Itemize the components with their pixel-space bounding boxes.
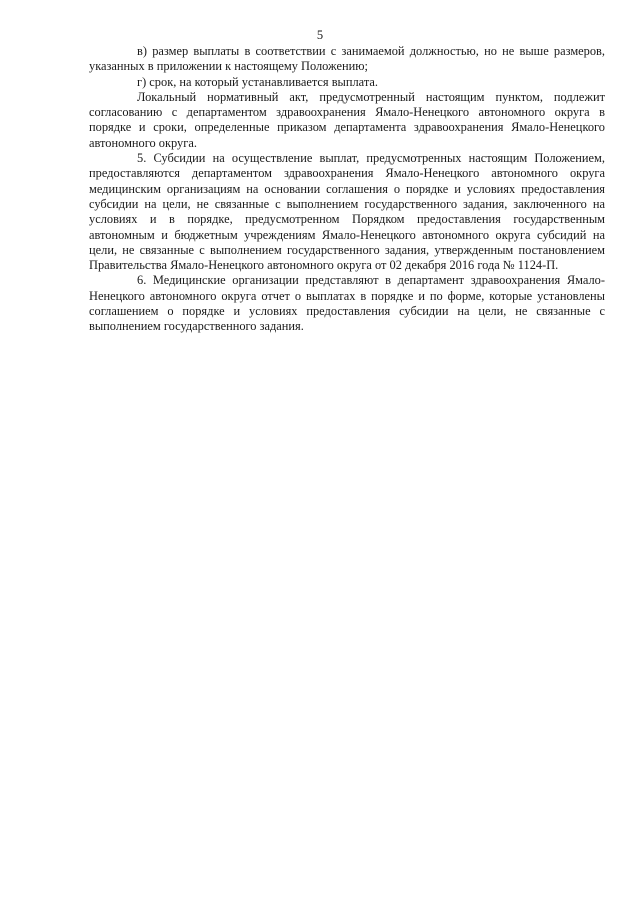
document-body: [89, 44, 605, 335]
paragraph-item-5-subsidies: 5. Субсидии на осуществление выплат, предусмотренных настоящим Положением, предоставляются департаментом здравоохранения Ямало-Ненецкого автономного округа медицинским организациям на основании соглашения о порядке и условиях предоставления субсидии на цели, не связанные с выполнением государственного задания, заключенного на условиях и в порядке, предусмотренном Порядком предоставления государственным автономным и бюджетным учреждениям Ямало-Ненецкого автономного округа субсидий на цели, не связанные с выполнением государственного задания, утвержденным постановлением Правительства Ямало-Ненецкого автономного округа от 02 декабря 2016 года № 1124-П.: [89, 151, 605, 273]
page-number: 5: [316, 28, 324, 42]
paragraph-local-act-approval: Локальный нормативный акт, предусмотренный настоящим пунктом, подлежит согласованию с департаментом здравоохранения Ямало-Ненецкого автономного округа в порядке и сроки, определенные приказом департамента здравоохранения Ямало-Ненецкого автономного округа.: [89, 89, 605, 150]
paragraph-item-6-report: 6. Медицинские организации представляют в департамент здравоохранения Ямало-Ненецкого автономного округа отчет о выплатах в порядке и по форме, которые установлены соглашением о порядке и условиях предоставления субсидии на цели, не связанные с выполнением государственного задания.: [89, 273, 605, 334]
paragraph-payment-size: в) размер выплаты в соответствии с занимаемой должностью, но не выше размеров, указанных в приложении к настоящему Положению;: [89, 44, 605, 74]
paragraph-payment-term: г) срок, на который устанавливается выплата.: [137, 74, 379, 89]
